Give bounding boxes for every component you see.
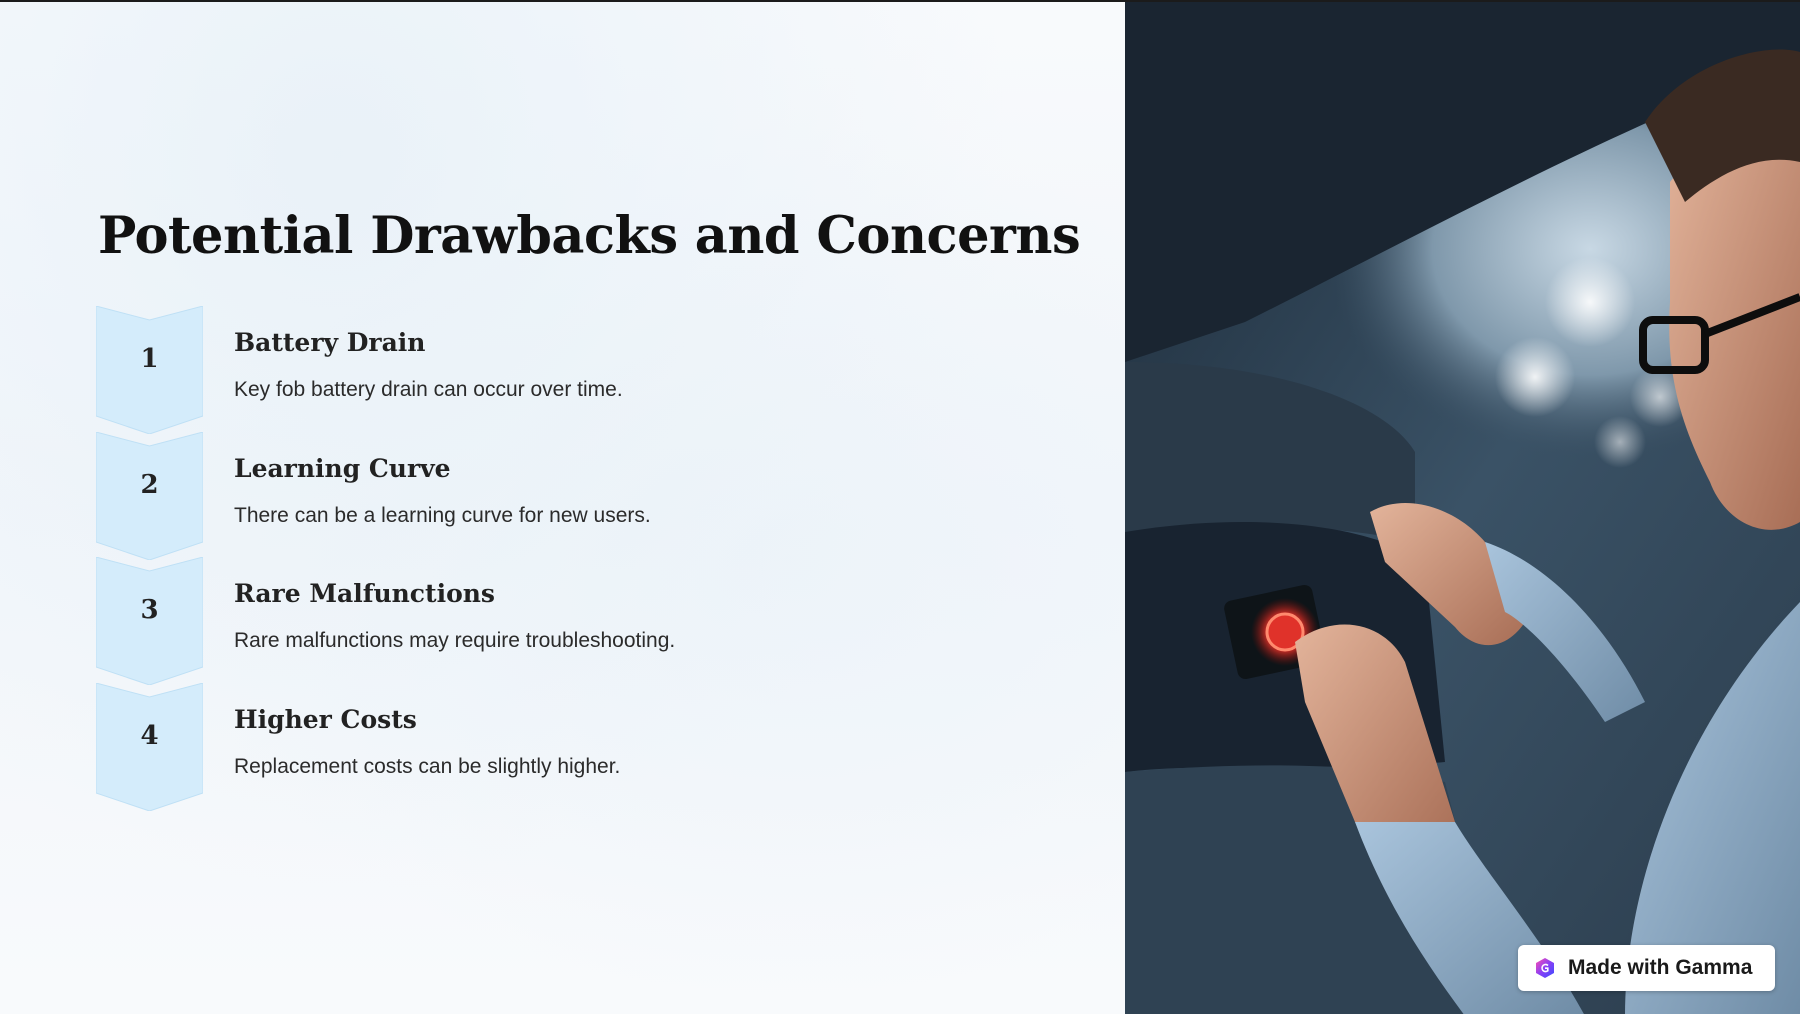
gamma-logo-icon xyxy=(1534,957,1556,979)
step-title: Learning Curve xyxy=(234,454,451,483)
step-description: Key fob battery drain can occur over time. xyxy=(234,378,623,401)
car-interior-photo xyxy=(1125,2,1800,1014)
made-with-gamma-badge[interactable] xyxy=(1518,945,1775,991)
step-number: 1 xyxy=(140,344,159,374)
step-title: Rare Malfunctions xyxy=(234,579,495,608)
step-number: 3 xyxy=(140,595,159,625)
badge-label: Made with Gamma xyxy=(1568,956,1753,979)
step-item xyxy=(96,432,996,560)
step-item xyxy=(96,306,996,434)
step-item xyxy=(96,683,996,811)
slide-title: Potential Drawbacks and Concerns xyxy=(98,206,1081,266)
chevron-step-marker xyxy=(96,306,203,434)
step-description: There can be a learning curve for new users. xyxy=(234,504,651,527)
chevron-step-marker xyxy=(96,683,203,811)
step-title: Higher Costs xyxy=(234,705,417,734)
step-title: Battery Drain xyxy=(234,328,426,357)
step-description: Replacement costs can be slightly higher. xyxy=(234,755,621,778)
chevron-step-marker xyxy=(96,557,203,685)
step-description: Rare malfunctions may require troubleshooting. xyxy=(234,629,676,652)
step-item xyxy=(96,557,996,685)
content-panel xyxy=(0,2,1125,1014)
chevron-step-marker xyxy=(96,432,203,560)
photo-illustration xyxy=(1125,2,1800,1014)
step-number: 4 xyxy=(140,721,159,751)
step-number: 2 xyxy=(140,470,159,500)
